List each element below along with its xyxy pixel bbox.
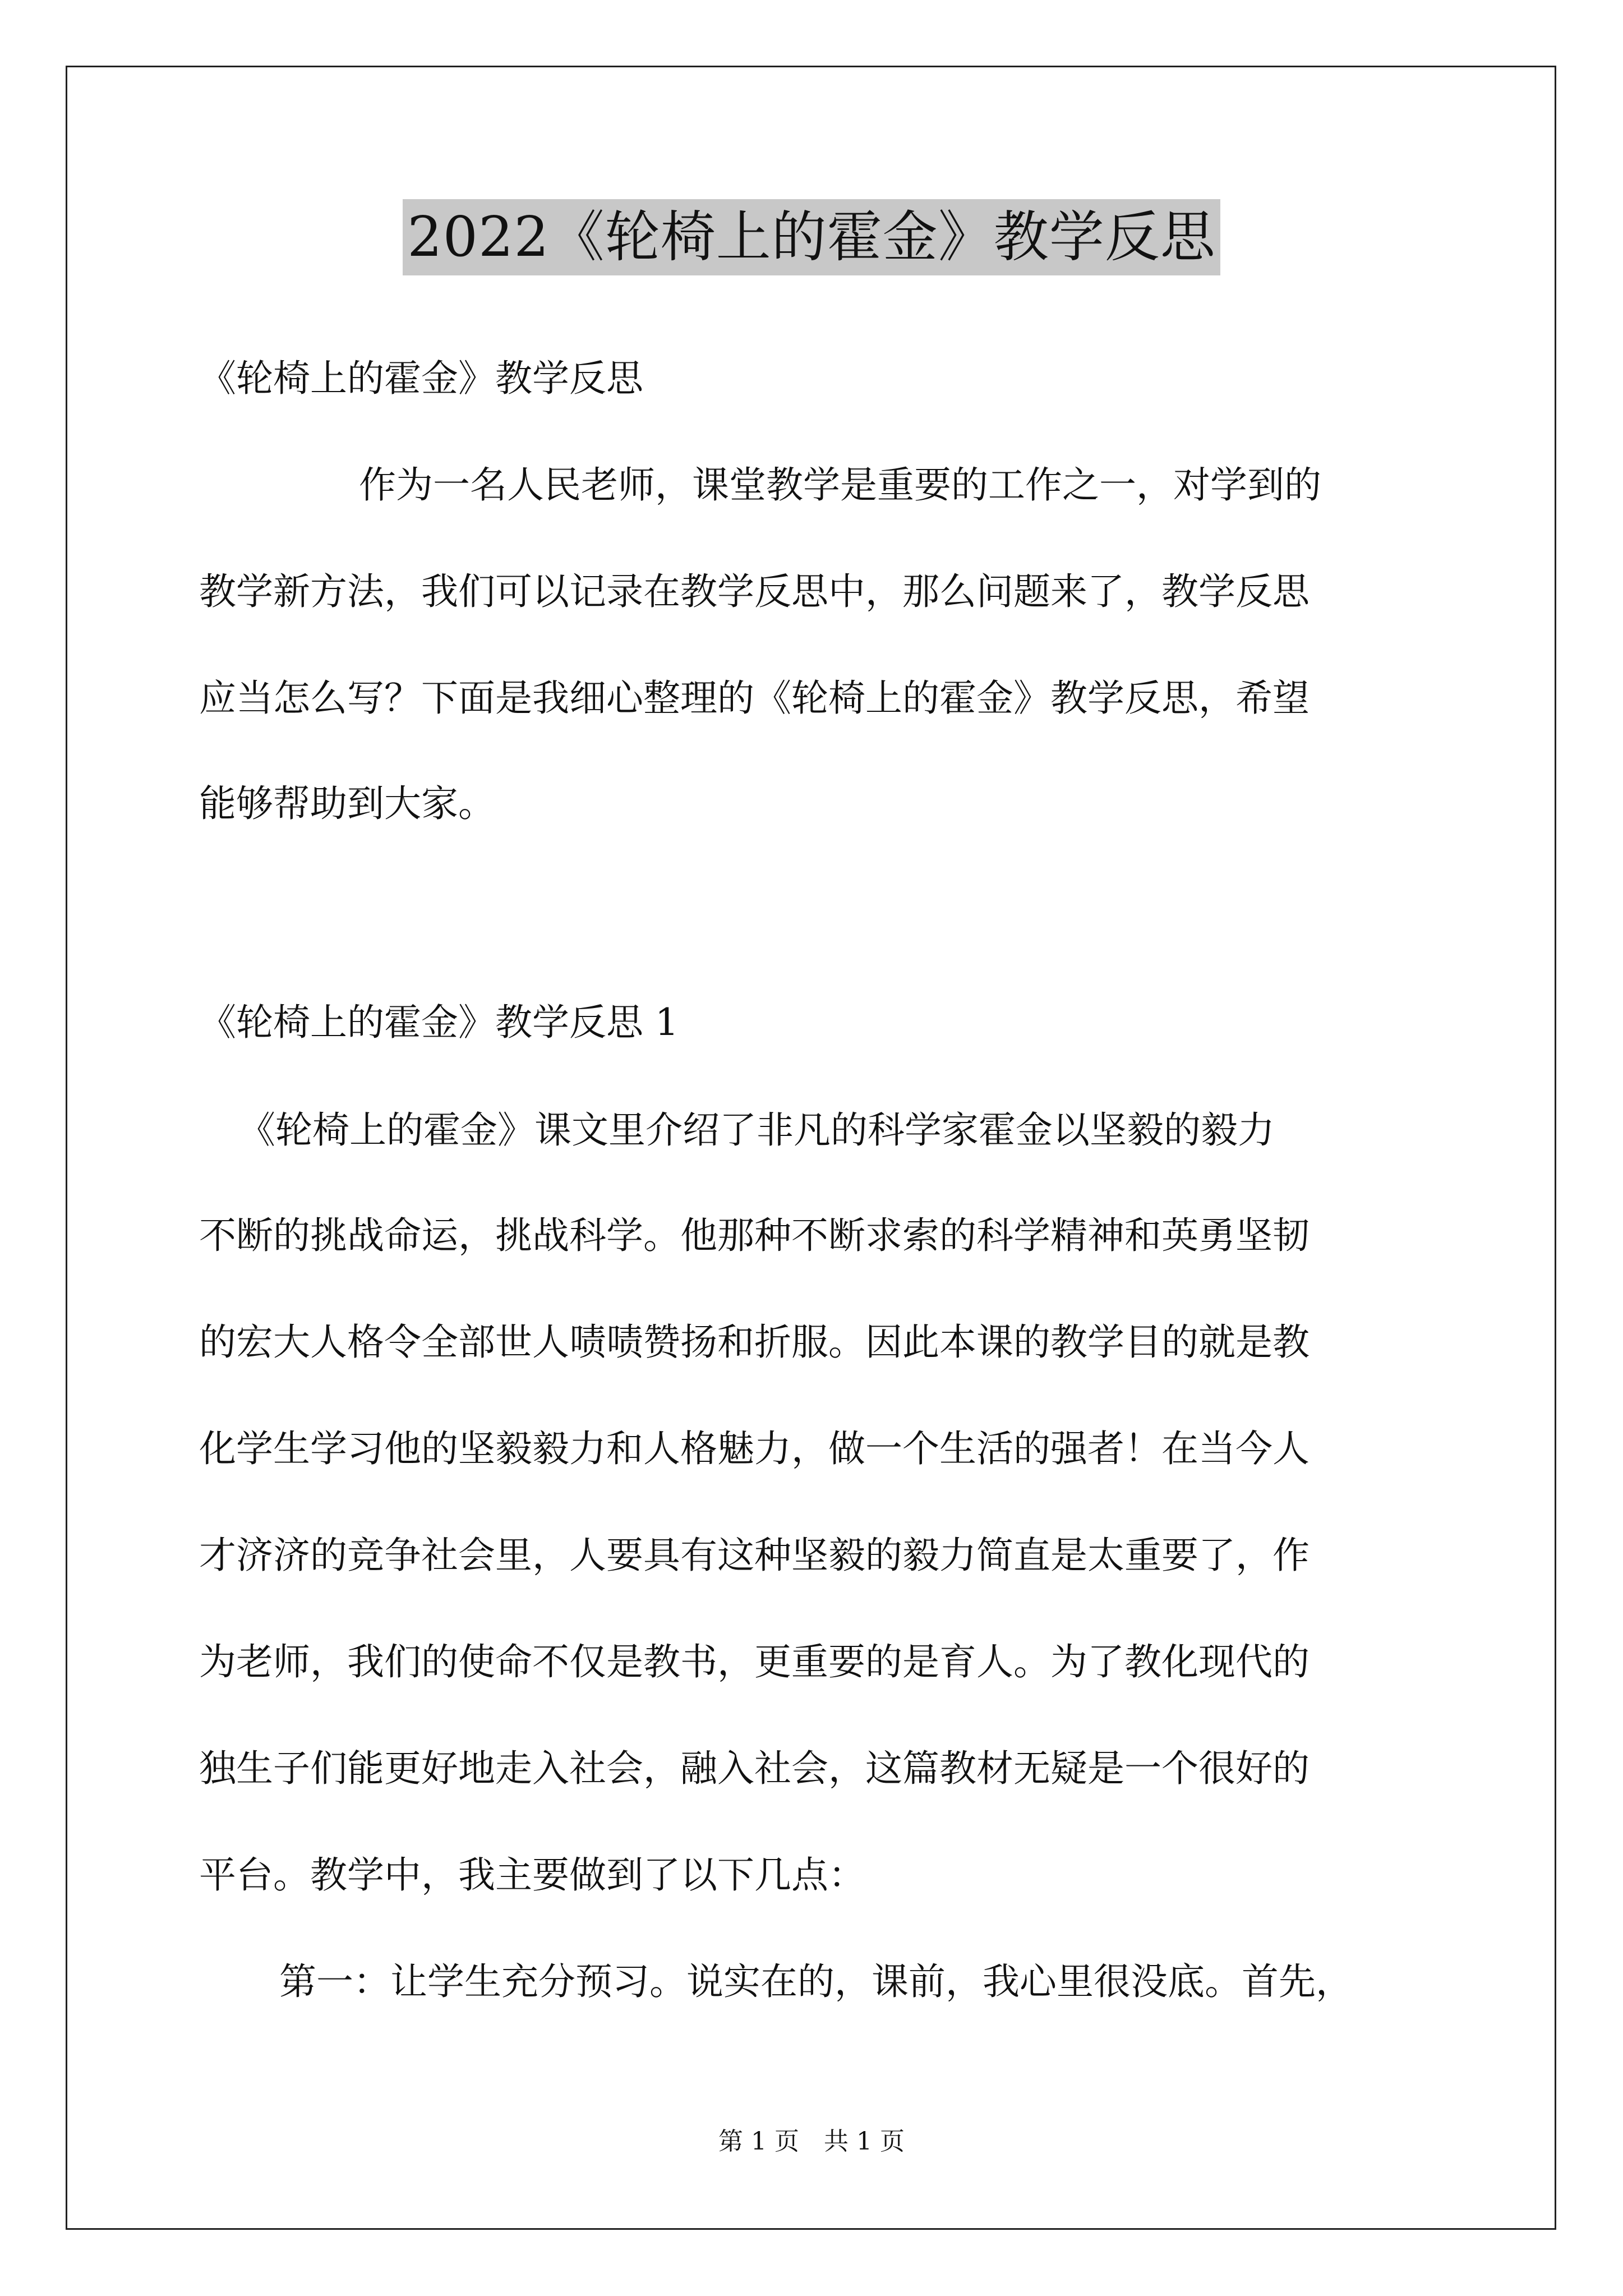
- body-line: 平台。教学中，我主要做到了以下几点：: [199, 1853, 865, 1897]
- body-line: 为老师，我们的使命不仅是教书，更重要的是育人。为了教化现代的: [199, 1640, 1310, 1683]
- body-line: 独生子们能更好地走入社会，融入社会，这篇教材无疑是一个很好的: [199, 1747, 1310, 1790]
- intro-line: 教学新方法，我们可以记录在教学反思中，那么问题来了，教学反思: [199, 570, 1310, 613]
- body-line: 第一：让学生充分预习。说实在的，课前，我心里很没底。首先，: [279, 1960, 1353, 2003]
- page-footer: 第 1 页 共 1 页: [718, 2127, 905, 2156]
- title-container: [0, 199, 1623, 275]
- document-subtitle: 《轮椅上的霍金》教学反思: [199, 357, 643, 400]
- section-heading: 《轮椅上的霍金》教学反思 1: [199, 1001, 679, 1044]
- intro-line: 应当怎么写？下面是我细心整理的《轮椅上的霍金》教学反思，希望: [199, 677, 1310, 720]
- body-line: 《轮椅上的霍金》课文里介绍了非凡的科学家霍金以坚毅的毅力: [238, 1108, 1275, 1152]
- intro-line: 能够帮助到大家。: [199, 782, 495, 825]
- body-line: 的宏大人格令全部世人啧啧赞扬和折服。因此本课的教学目的就是教: [199, 1320, 1310, 1364]
- body-line: 化学生学习他的坚毅毅力和人格魅力，做一个生活的强者！在当今人: [199, 1427, 1310, 1470]
- document-title: 2022《轮椅上的霍金》教学反思: [403, 199, 1220, 275]
- intro-line: 作为一名人民老师，课堂教学是重要的工作之一，对学到的: [359, 463, 1321, 507]
- body-line: 才济济的竞争社会里，人要具有这种坚毅的毅力简直是太重要了，作: [199, 1534, 1310, 1577]
- body-line: 不断的挑战命运，挑战科学。他那种不断求索的科学精神和英勇坚韧: [199, 1214, 1310, 1257]
